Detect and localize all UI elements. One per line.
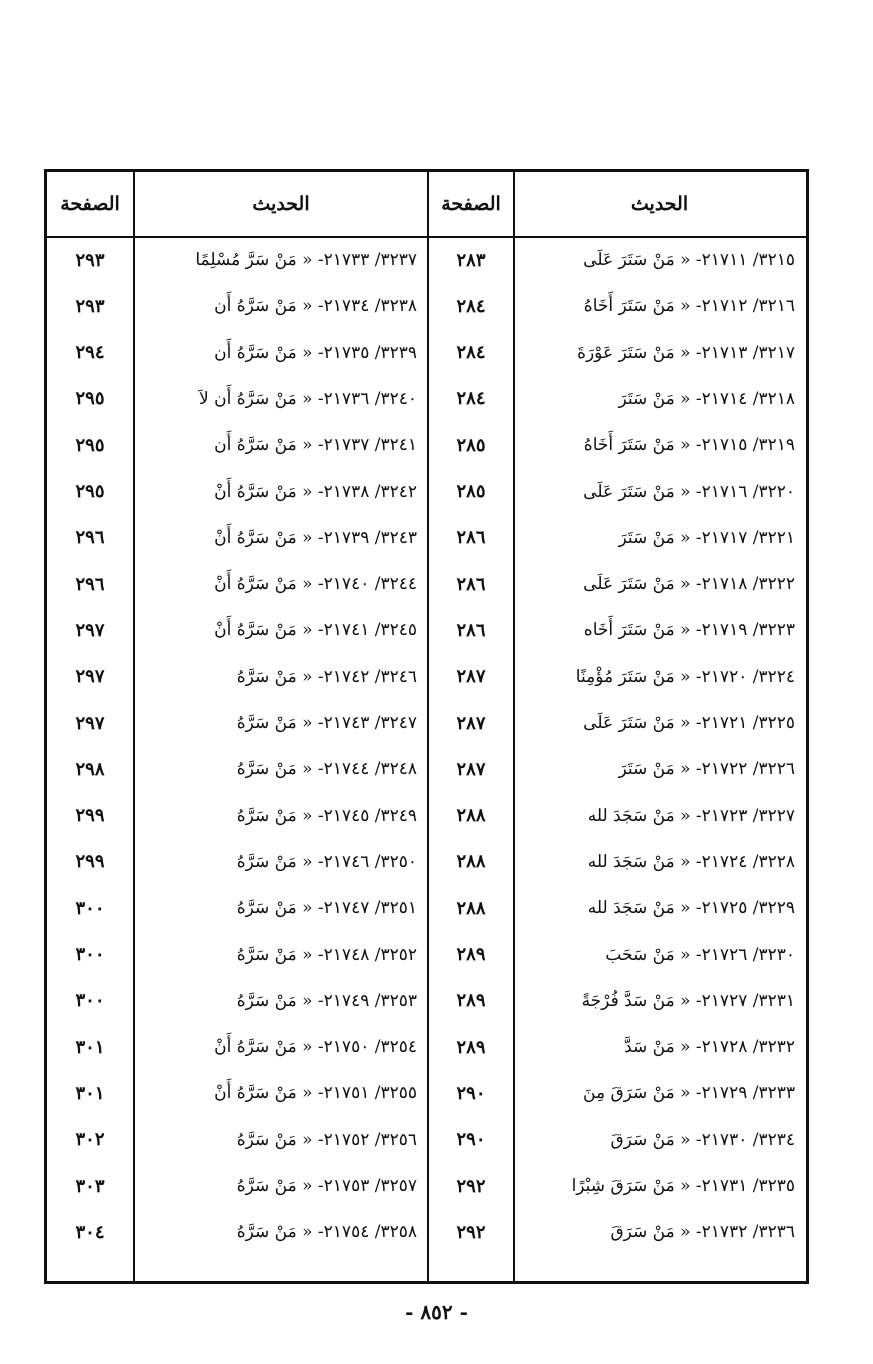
right-hadith-text: ٣٢٣١/ ٢١٧٢٧- « مَنْ سَدَّ فُرْجَةً [581, 990, 795, 1011]
right-page-number: ٢٨٨ [456, 805, 486, 827]
left-hadith-text: ٣٢٥٤/ ٢١٧٥٠- « مَنْ سَرَّهُ أَنْ [214, 1037, 417, 1058]
left-page-number: ٢٩٧ [75, 712, 105, 734]
left-hadith-text: ٣٢٥٠/ ٢١٧٤٦- « مَنْ سَرَّهُ [236, 851, 417, 872]
left-page-number: ٣٠٣ [75, 1175, 105, 1197]
right-page-number: ٢٨٦ [456, 573, 486, 595]
right-hadith-text: ٣٢٣٥/ ٢١٧٣١- « مَنْ سَرَقَ شِبْرًا [571, 1176, 795, 1196]
left-hadith-text: ٣٢٤٩/ ٢١٧٤٥- « مَنْ سَرَّهُ [236, 805, 417, 826]
right-page-number: ٢٨٨ [456, 897, 486, 919]
right-hadith-text: ٣٢٢٠/ ٢١٧١٦- « مَنْ سَتَرَ عَلَى [583, 481, 795, 502]
right-page-number: ٢٨٦ [456, 619, 486, 641]
left-page-number: ٣٠١ [75, 1036, 105, 1058]
right-page-number: ٢٨٩ [456, 944, 486, 965]
right-hadith-text: ٣٢٣٦/ ٢١٧٣٢- « مَنْ سَرَقَ [610, 1222, 795, 1243]
left-page-number: ٢٩٣ [75, 249, 105, 271]
right-page-number: ٢٨٦ [456, 527, 486, 549]
left-page-number: ٢٩٨ [75, 758, 105, 780]
left-hadith-text: ٣٢٥٥/ ٢١٧٥١- « مَنْ سَرَّهُ أَنْ [214, 1083, 417, 1104]
left-page-number: ٢٩٣ [75, 295, 105, 317]
header-hadith-left: الحديث [252, 193, 310, 215]
left-hadith-text: ٣٢٤٦/ ٢١٧٤٢- « مَنْ سَرَّهُ [236, 666, 417, 687]
left-hadith-text: ٣٢٤٥/ ٢١٧٤١- « مَنْ سَرَّهُ أَنْ [214, 620, 417, 641]
left-page-number: ٢٩٦ [75, 527, 105, 549]
left-page-number: ٣٠٠ [75, 897, 105, 919]
column-divider [513, 172, 515, 1281]
right-hadith-text: ٣٢٢١/ ٢١٧١٧- « مَنْ سَتَرَ [618, 527, 795, 548]
left-page-number: ٣٠٤ [75, 1221, 105, 1243]
right-page-number: ٢٨٩ [456, 990, 486, 1012]
right-hadith-text: ٣٢٢٦/ ٢١٧٢٢- « مَنْ سَتَرَ [618, 759, 795, 780]
left-hadith-text: ٣٢٥٧/ ٢١٧٥٣- « مَنْ سَرَّهُ [236, 1176, 417, 1196]
header-underline [47, 236, 806, 238]
right-page-number: ٢٨٣ [456, 249, 486, 271]
left-hadith-text: ٣٢٤٢/ ٢١٧٣٨- « مَنْ سَرَّهُ أَنْ [214, 481, 417, 502]
left-hadith-text: ٣٢٥٣/ ٢١٧٤٩- « مَنْ سَرَّهُ [236, 990, 417, 1011]
right-hadith-text: ٣٢١٦/ ٢١٧١٢- « مَنْ سَتَرَ أَخَاهُ [583, 296, 795, 317]
left-hadith-text: ٣٢٤٤/ ٢١٧٤٠- « مَنْ سَرَّهُ أَنْ [214, 574, 417, 595]
left-page-number: ٢٩٧ [75, 666, 105, 688]
right-hadith-text: ٣٢٢٥/ ٢١٧٢١- « مَنْ سَتَرَ عَلَى [583, 713, 795, 733]
right-page-number: ٢٨٥ [456, 481, 486, 502]
right-hadith-text: ٣٢٣٢/ ٢١٧٢٨- « مَنْ سَدَّ [624, 1037, 795, 1058]
right-hadith-text: ٣٢٢٣/ ٢١٧١٩- « مَنْ سَتَرَ أَخَاه [583, 620, 795, 641]
column-divider [133, 172, 135, 1281]
right-hadith-text: ٣٢١٨/ ٢١٧١٤- « مَنْ سَتَرَ [618, 388, 795, 409]
left-hadith-text: ٣٢٤٨/ ٢١٧٤٤- « مَنْ سَرَّهُ [236, 759, 417, 780]
left-page-number: ٢٩٦ [75, 573, 105, 595]
right-hadith-text: ٣٢١٧/ ٢١٧١٣- « مَنْ سَتَرَ عَوْرَةَ [577, 342, 795, 363]
right-page-number: ٢٨٧ [456, 758, 486, 780]
right-hadith-text: ٣٢٣٣/ ٢١٧٢٩- « مَنْ سَرَقَ مِنَ [583, 1083, 795, 1104]
right-page-number: ٢٩٢ [456, 1175, 486, 1197]
left-page-number: ٢٩٤ [75, 342, 105, 364]
right-hadith-text: ٣٢١٩/ ٢١٧١٥- « مَنْ سَتَرَ أَخَاهُ [583, 435, 795, 456]
left-hadith-text: ٣٢٤٠/ ٢١٧٣٦- « مَنْ سَرَّهُ أَن لاَ [199, 388, 417, 409]
index-table [44, 169, 809, 1284]
left-hadith-text: ٣٢٣٨/ ٢١٧٣٤- « مَنْ سَرَّهُ أَن [214, 296, 417, 317]
left-hadith-text: ٣٢٤١/ ٢١٧٣٧- « مَنْ سَرَّهُ أَن [214, 435, 417, 456]
right-hadith-text: ٣٢٢٢/ ٢١٧١٨- « مَنْ سَتَرَ عَلَى [583, 574, 795, 595]
left-page-number: ٢٩٥ [75, 434, 105, 456]
left-hadith-text: ٣٢٥٦/ ٢١٧٥٢- « مَنْ سَرَّهُ [236, 1129, 417, 1150]
right-hadith-text: ٣٢٣٠/ ٢١٧٢٦- « مَنْ سَحَبَ [605, 944, 795, 965]
right-hadith-text: ٣٢٣٤/ ٢١٧٣٠- « مَنْ سَرَقَ [610, 1129, 795, 1150]
page-number: - ٨٥٢ - [405, 1300, 468, 1324]
left-page-number: ٣٠٢ [75, 1129, 105, 1151]
left-hadith-text: ٣٢٤٧/ ٢١٧٤٣- « مَنْ سَرَّهُ [236, 713, 417, 733]
right-hadith-text: ٣٢٢٧/ ٢١٧٢٣- « مَنْ سَجَدَ لله [587, 805, 795, 826]
left-page-number: ٢٩٩ [75, 851, 105, 873]
right-hadith-text: ٣٢٢٨/ ٢١٧٢٤- « مَنْ سَجَدَ لله [587, 851, 795, 872]
left-hadith-text: ٣٢٣٧/ ٢١٧٣٣- « مَنْ سَرَّ مُسْلِمًا [195, 250, 417, 270]
right-hadith-text: ٣٢٢٩/ ٢١٧٢٥- « مَنْ سَجَدَ لله [587, 898, 795, 919]
right-page-number: ٢٩٠ [456, 1129, 486, 1151]
left-hadith-text: ٣٢٤٣/ ٢١٧٣٩- « مَنْ سَرَّهُ أَنْ [214, 527, 417, 548]
right-page-number: ٢٨٨ [456, 851, 486, 873]
header-page-left: الصفحة [60, 193, 120, 215]
left-page-number: ٣٠١ [75, 1082, 105, 1104]
right-hadith-text: ٣٢٢٤/ ٢١٧٢٠- « مَنْ سَتَرَ مُؤْمِنًا [575, 666, 795, 687]
header-page-right: الصفحة [441, 193, 501, 215]
right-page-number: ٢٨٤ [456, 342, 486, 364]
left-hadith-text: ٣٢٥٢/ ٢١٧٤٨- « مَنْ سَرَّهُ [236, 944, 417, 965]
right-page-number: ٢٨٤ [456, 388, 486, 410]
left-page-number: ٣٠٠ [75, 990, 105, 1012]
left-page-number: ٢٩٩ [75, 805, 105, 827]
right-page-number: ٢٨٧ [456, 666, 486, 688]
header-hadith-right: الحديث [630, 193, 689, 215]
right-page-number: ٢٨٩ [456, 1036, 486, 1058]
left-page-number: ٢٩٥ [75, 388, 105, 410]
left-page-number: ٢٩٧ [75, 619, 105, 641]
right-page-number: ٢٨٧ [456, 712, 486, 734]
left-hadith-text: ٣٢٥١/ ٢١٧٤٧- « مَنْ سَرَّهُ [236, 898, 417, 919]
right-page-number: ٢٨٥ [456, 434, 486, 456]
left-hadith-text: ٣٢٣٩/ ٢١٧٣٥- « مَنْ سَرَّهُ أَن [214, 342, 417, 363]
right-page-number: ٢٩٢ [456, 1221, 486, 1243]
right-page-number: ٢٨٤ [456, 295, 486, 317]
right-hadith-text: ٣٢١٥/ ٢١٧١١- « مَنْ سَتَرَ عَلَى [583, 250, 795, 270]
left-hadith-text: ٣٢٥٨/ ٢١٧٥٤- « مَنْ سَرَّهُ [236, 1222, 417, 1243]
left-page-number: ٣٠٠ [75, 944, 105, 965]
left-page-number: ٢٩٥ [75, 481, 105, 502]
right-page-number: ٢٩٠ [456, 1082, 486, 1104]
